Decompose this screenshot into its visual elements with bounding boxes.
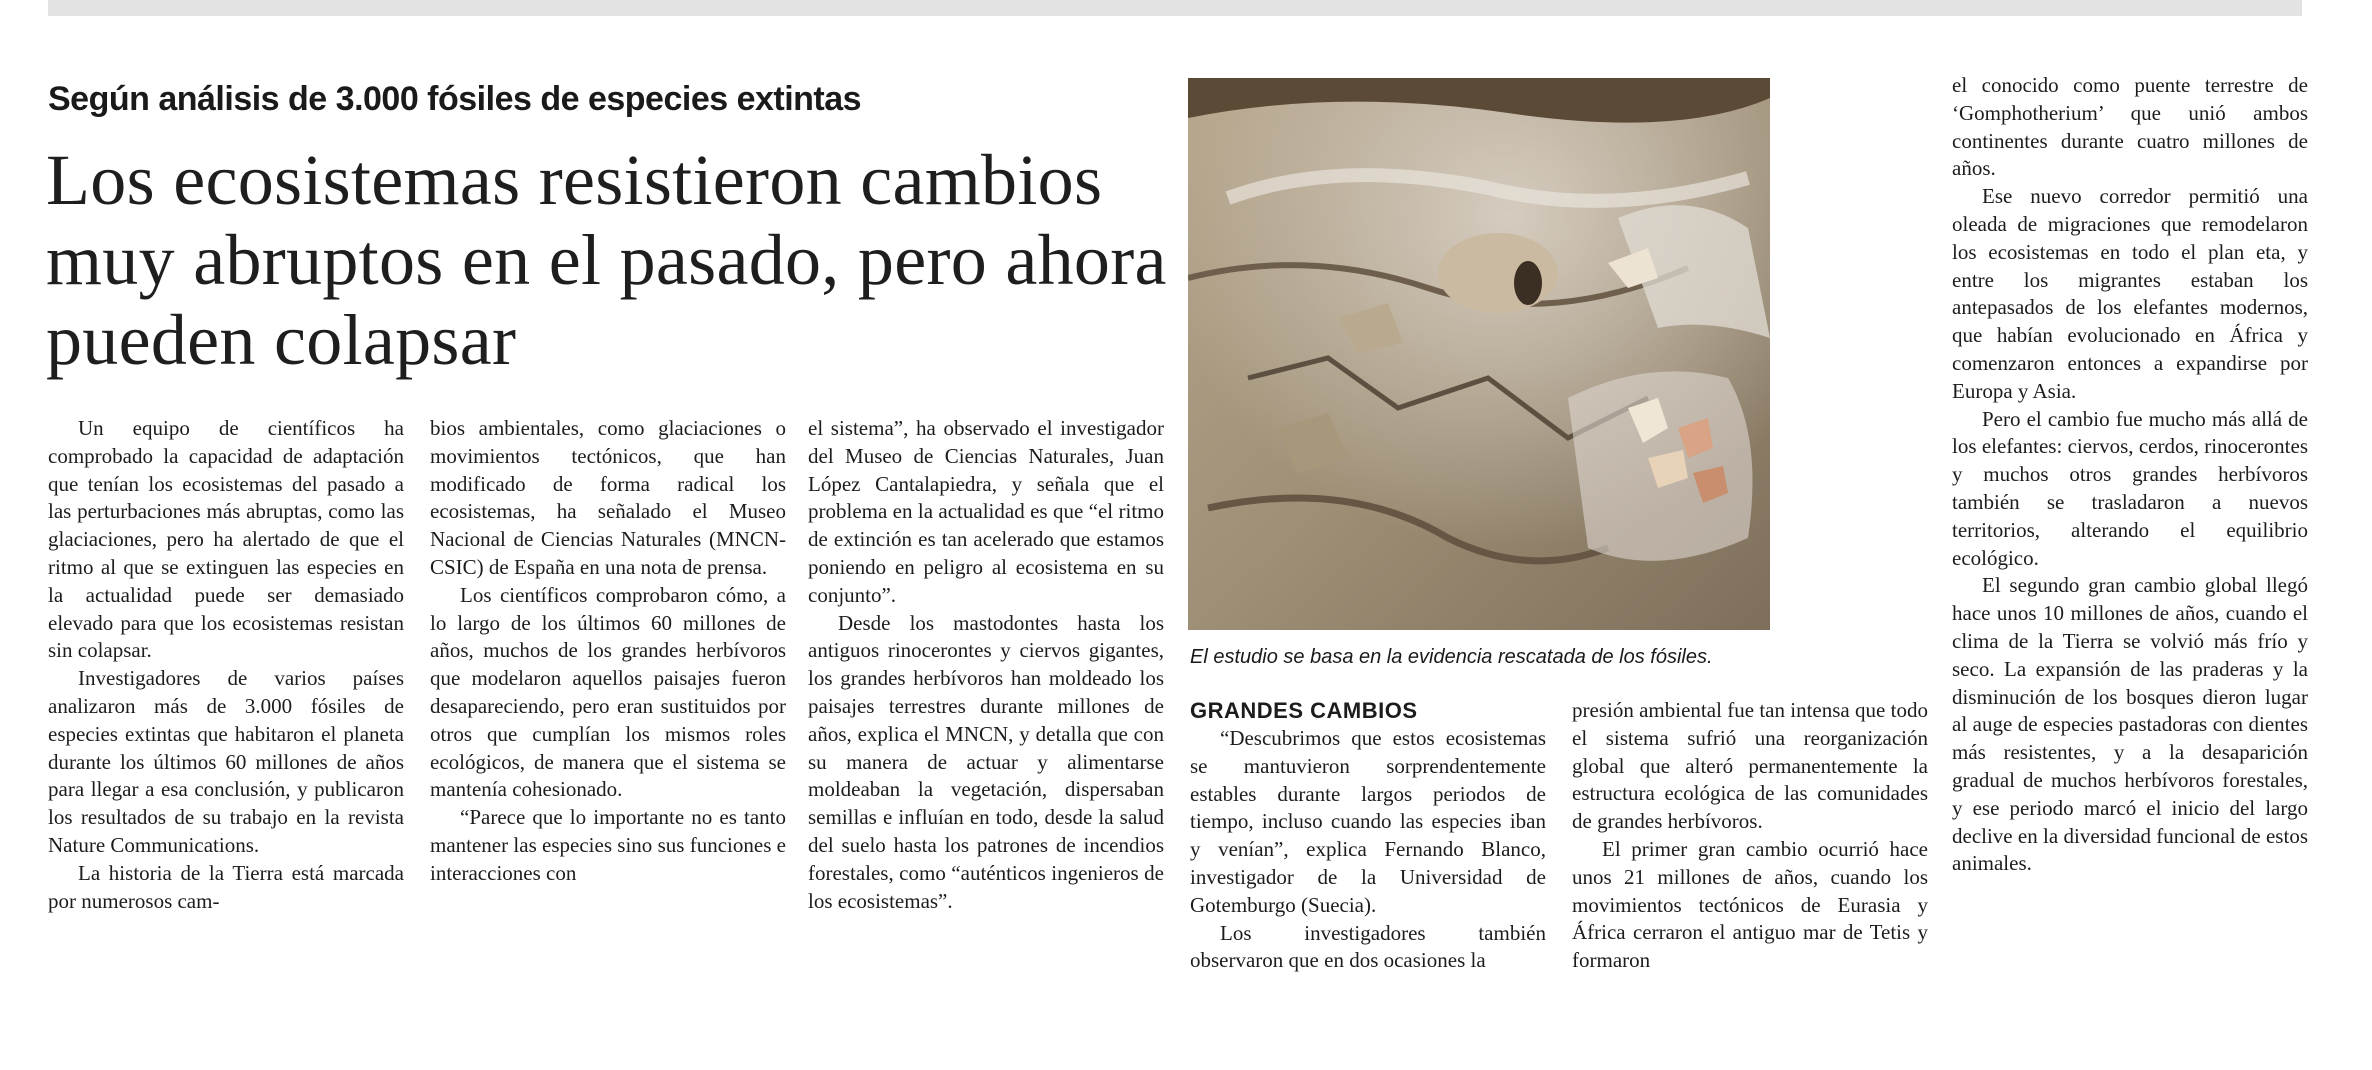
paragraph: “Parece que lo importante no es tanto mantener las especies sino sus funciones e interacciones con [430,805,786,885]
fossil-photo-illustration [1188,78,1770,630]
text-column-5 [1572,697,1928,975]
text-column-4 [1190,697,1546,975]
paragraph: el conocido como puente terrestre de ‘Gomphotherium’ que unió ambos continentes durante cuatro millones de años. [1952,73,2308,181]
section-subheading: GRANDES CAMBIOS [1190,698,1418,723]
paragraph: La historia de la Tierra está marcada por numerosos cam- [48,860,404,913]
paragraph: Desde los mastodontes hasta los antiguos rinocerontes y ciervos gigantes, los grandes herbívoros han moldeado los paisajes terrestres durante millones de años, explica el MNCN, y detalla que con su manera de actuar y alimentarse moldeaban la vegetación, dispersaban semillas e influían en todo, desde la salud del suelo hasta los patrones de incendios forestales, como “auténticos ingenieros de los ecosistemas”. [808,610,1164,913]
paragraph: Un equipo de científicos ha comprobado la capacidad de adaptación que tenían los ecosistemas del pasado a las perturbaciones más abruptas, como las glaciaciones, pero ha alertado de que el ritmo al que se extinguen las especies en la actualidad puede ser demasiado elevado para que los ecosistemas resistan sin colapsar. [48,416,404,663]
text-column-6 [1952,72,2308,878]
paragraph: bios ambientales, como glaciaciones o movimientos tectónicos, que han modificado de forma radical los ecosistemas, ha señalado el Museo Nacional de Ciencias Naturales (MNCN-CSIC) de España en una nota de prensa. [430,416,786,579]
paragraph: presión ambiental fue tan intensa que todo el sistema sufrió una reorganización global que alteró permanentemente la estructura ecológica de las comunidades de grandes herbívoros. [1572,698,1928,834]
article-kicker: Según análisis de 3.000 fósiles de especies extintas [48,80,862,118]
text-column-3 [808,415,1164,915]
page-top-bar [48,0,2302,16]
paragraph: “Descubrimos que estos ecosistemas se mantuvieron sorprendentemente estables durante largos periodos de tiempo, incluso cuando las especies iban y venían”, explica Fernando Blanco, investigador de la Universidad de Gotemburgo (Suecia). [1190,726,1546,917]
paragraph: Investigadores de varios países analizaron más de 3.000 fósiles de especies extintas que habitaron el planeta durante los últimos 60 millones de años para llegar a esa conclusión, y publicaron los resultados de su trabajo en la revista Nature Communications. [48,666,404,857]
fossil-photo [1188,78,1770,630]
text-column-1 [48,415,404,915]
text-column-2 [430,415,786,888]
paragraph: el sistema”, ha observado el investigador del Museo de Ciencias Naturales, Juan López Cantalapiedra, y señala que el problema en la actualidad es que “el ritmo de extinción es tan acelerado que estamos poniendo en peligro al ecosistema en su conjunto”. [808,416,1164,607]
photo-caption: El estudio se basa en la evidencia rescatada de los fósiles. [1190,646,1713,668]
paragraph: Los científicos comprobaron cómo, a lo largo de los últimos 60 millones de años, muchos de los grandes herbívoros que modelaron aquellos paisajes fueron desapareciendo, pero eran sustituidos por otros que cumplían los mismos roles ecológicos, de manera que el sistema se mantenía cohesionado. [430,582,786,802]
article-headline: Los ecosistemas resistieron cambios muy abruptos en el pasado, pero ahora pueden colapsar [46,140,1167,380]
paragraph: Los investigadores también observaron que en dos ocasiones la [1190,920,1546,973]
paragraph: Ese nuevo corredor permitió una oleada de migraciones que remodelaron los ecosistemas en todo el plan eta, y entre los migrantes estaban los antepasados de los elefantes modernos, que habían evolucionado en África y comenzaron entonces a expandirse por Europa y Asia. [1952,184,2308,403]
paragraph: Pero el cambio fue mucho más allá de los elefantes: ciervos, cerdos, rinocerontes y muchos otros grandes herbívoros también se trasladaron a nuevos territorios, alterando el equilibrio ecológico. [1952,406,2308,570]
paragraph: El segundo gran cambio global llegó hace unos 10 millones de años, cuando el clima de la Tierra se volvió más frío y seco. La expansión de las praderas y la disminución de los bosques dieron lugar al auge de especies pastadoras con dientes más resistentes, y a la desaparición gradual de muchos herbívoros forestales, y ese periodo marcó el inicio del largo declive en la diversidad funcional de estos animales. [1952,573,2308,876]
paragraph: El primer gran cambio ocurrió hace unos 21 millones de años, cuando los movimientos tectónicos de Eurasia y África cerraron el antiguo mar de Tetis y formaron [1572,836,1928,973]
